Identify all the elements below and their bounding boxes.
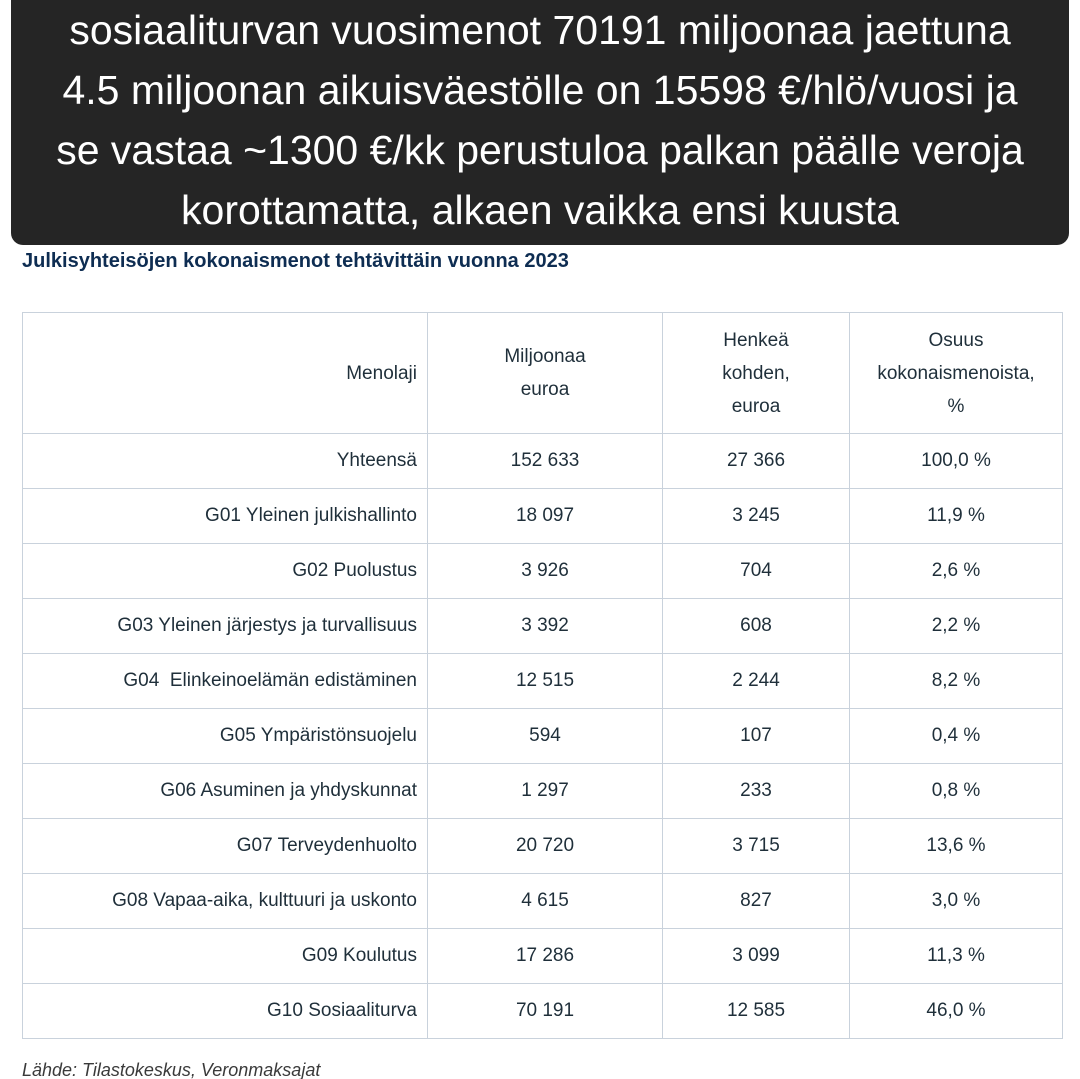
header-text: Osuus <box>928 329 984 351</box>
cell-osuus: 2,6 % <box>850 544 1063 599</box>
table-row <box>23 764 1063 819</box>
header-osuus <box>850 313 1063 434</box>
table-row <box>23 544 1063 599</box>
table-row <box>23 709 1063 764</box>
cell-menolaji: G09 Koulutus <box>23 929 428 984</box>
cell-menolaji: G05 Ympäristönsuojelu <box>23 709 428 764</box>
header-text: kohden, <box>722 362 790 384</box>
header-row <box>23 313 1063 434</box>
cell-osuus: 11,9 % <box>850 489 1063 544</box>
table-row <box>23 819 1063 874</box>
cell-henkea-kohden: 233 <box>663 764 850 819</box>
header-miljoonaa-euroa <box>428 313 663 434</box>
cell-osuus: 46,0 % <box>850 984 1063 1039</box>
cell-henkea-kohden: 3 715 <box>663 819 850 874</box>
cell-henkea-kohden: 107 <box>663 709 850 764</box>
table-row <box>23 654 1063 709</box>
cell-miljoonaa: 594 <box>428 709 663 764</box>
table-row <box>23 874 1063 929</box>
cell-osuus: 3,0 % <box>850 874 1063 929</box>
cell-henkea-kohden: 3 099 <box>663 929 850 984</box>
cell-osuus: 100,0 % <box>850 434 1063 489</box>
expenditure-table <box>22 312 1063 1039</box>
table-row <box>23 929 1063 984</box>
cell-menolaji: G02 Puolustus <box>23 544 428 599</box>
cell-miljoonaa: 1 297 <box>428 764 663 819</box>
header-text: kokonaismenoista, <box>877 362 1035 384</box>
table-title: Julkisyhteisöjen kokonaismenot tehtävittäin vuonna 2023 <box>22 250 569 272</box>
cell-miljoonaa: 17 286 <box>428 929 663 984</box>
table-row <box>23 599 1063 654</box>
cell-miljoonaa: 12 515 <box>428 654 663 709</box>
cell-miljoonaa: 4 615 <box>428 874 663 929</box>
cell-osuus: 2,2 % <box>850 599 1063 654</box>
cell-miljoonaa: 20 720 <box>428 819 663 874</box>
header-text: Menolaji <box>346 362 417 384</box>
caption-line: korottamatta, alkaen vaikka ensi kuusta <box>181 187 899 233</box>
header-menolaji <box>23 313 428 434</box>
cell-henkea-kohden: 12 585 <box>663 984 850 1039</box>
caption-overlay <box>11 0 1069 245</box>
cell-osuus: 8,2 % <box>850 654 1063 709</box>
header-text: euroa <box>520 379 570 400</box>
table-row <box>23 434 1063 489</box>
header-henkea-kohden <box>663 313 850 434</box>
cell-menolaji: G04 Elinkeinoelämän edistäminen <box>23 654 428 709</box>
cell-menolaji: G10 Sosiaaliturva <box>23 984 428 1039</box>
cell-menolaji: G01 Yleinen julkishallinto <box>23 489 428 544</box>
cell-osuus: 0,8 % <box>850 764 1063 819</box>
caption-line: 4.5 miljoonan aikuisväestölle on 15598 €/hlö/vuosi ja <box>62 67 1018 113</box>
cell-henkea-kohden: 2 244 <box>663 654 850 709</box>
cell-henkea-kohden: 3 245 <box>663 489 850 544</box>
table-body <box>23 434 1063 1039</box>
cell-miljoonaa: 152 633 <box>428 434 663 489</box>
cell-menolaji: Yhteensä <box>23 434 428 489</box>
cell-menolaji: G06 Asuminen ja yhdyskunnat <box>23 764 428 819</box>
table-header <box>23 313 1063 434</box>
source-note: Lähde: Tilastokeskus, Veronmaksajat <box>22 1060 321 1079</box>
cell-henkea-kohden: 704 <box>663 544 850 599</box>
cell-henkea-kohden: 27 366 <box>663 434 850 489</box>
cell-osuus: 11,3 % <box>850 929 1063 984</box>
header-text: euroa <box>731 395 781 417</box>
cell-osuus: 13,6 % <box>850 819 1063 874</box>
cell-menolaji: G07 Terveydenhuolto <box>23 819 428 874</box>
cell-menolaji: G03 Yleinen järjestys ja turvallisuus <box>23 599 428 654</box>
cell-miljoonaa: 3 926 <box>428 544 663 599</box>
cell-osuus: 0,4 % <box>850 709 1063 764</box>
cell-miljoonaa: 18 097 <box>428 489 663 544</box>
header-text: % <box>947 395 965 417</box>
cell-miljoonaa: 70 191 <box>428 984 663 1039</box>
cell-menolaji: G08 Vapaa-aika, kulttuuri ja uskonto <box>23 874 428 929</box>
table-row <box>23 489 1063 544</box>
header-text: Henkeä <box>723 329 789 351</box>
cell-miljoonaa: 3 392 <box>428 599 663 654</box>
cell-henkea-kohden: 608 <box>663 599 850 654</box>
caption-line: se vastaa ~1300 €/kk perustuloa palkan päälle veroja <box>56 127 1024 173</box>
caption-line: sosiaaliturvan vuosimenot 70191 miljoonaa jaettuna <box>69 7 1011 53</box>
header-text: Miljoonaa <box>504 346 586 367</box>
cell-henkea-kohden: 827 <box>663 874 850 929</box>
table-row <box>23 984 1063 1039</box>
